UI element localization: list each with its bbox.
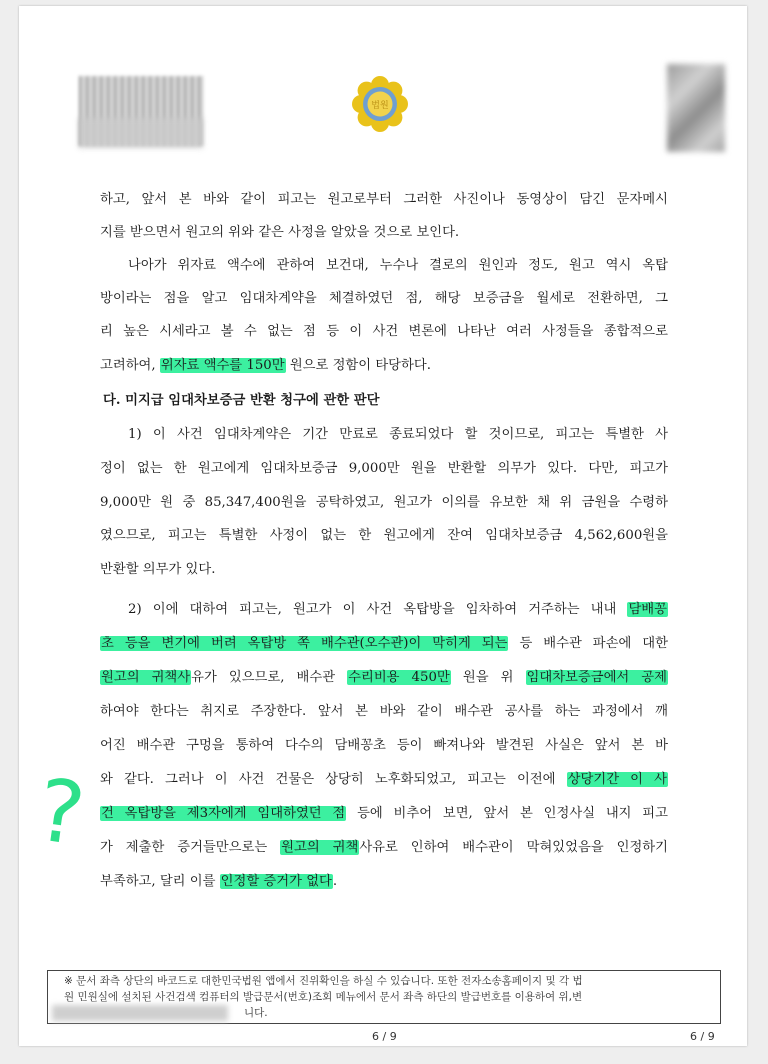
body-line	[100, 702, 668, 722]
text-segment: 사유로 인하여 배수관이 막혀있었음을 인정하기	[359, 840, 668, 855]
text-segment: 하여야 한다는 취지로 주장한다. 앞서 본 바와 같이 배수관 공사를 하는 과정에서 깨	[100, 704, 668, 719]
text-segment: .	[332, 874, 338, 889]
body-line	[100, 838, 668, 858]
emblem-label: 법원	[371, 101, 389, 111]
handwritten-question-mark: ?	[31, 760, 91, 866]
text-segment: 가 제출한 증거들만으로는	[100, 840, 281, 855]
text-segment: 방이라는 점을 알고 임대차계약을 체결하였던 점, 해당 보증금을 월세로 전환하면, 그	[100, 291, 668, 306]
body-line	[100, 770, 668, 790]
body-line	[128, 600, 668, 620]
highlighted-text: 인정할 증거가 없다	[220, 874, 332, 889]
page-number-right: 6 / 9	[690, 1030, 715, 1043]
body-line	[128, 425, 668, 445]
highlighted-text: 담배꽁	[628, 602, 667, 617]
highlighted-text: 위자료 액수를 150만	[160, 358, 285, 373]
body-line	[100, 493, 668, 513]
court-emblem-icon	[349, 68, 411, 134]
text-segment: 지를 받으면서 원고의 위와 같은 사정을 알았을 것으로 보인다.	[100, 225, 460, 240]
body-line	[100, 223, 459, 243]
page-number: 6 / 9	[372, 1030, 397, 1043]
text-segment: 원을 위	[450, 670, 526, 685]
highlighted-text: 수리비용 450만	[348, 670, 450, 685]
text-segment: 였으므로, 피고는 특별한 사정이 없는 한 원고에게 잔여 임대차보증금 4,562,600원을	[100, 528, 668, 543]
text-segment: 9,000만 원 중 85,347,400원을 공탁하였고, 원고가 이의를 유보한 채 위 금원을 수령하	[100, 495, 668, 510]
notice-line-3: 니다.	[244, 1007, 268, 1019]
highlighted-text: 상당기간 이 사	[567, 772, 668, 787]
body-line	[100, 459, 668, 479]
text-segment: 원으로 정함이 타당하다.	[285, 358, 431, 373]
authenticity-notice	[47, 970, 721, 1024]
body-line	[100, 289, 668, 309]
text-segment: 하고, 앞서 본 바와 같이 피고는 원고로부터 그러한 사진이나 동영상이 담긴 문자메시	[100, 192, 668, 207]
text-segment: 부족하고, 달리 이를	[100, 874, 220, 889]
text-segment: 정이 없는 한 원고에게 임대차보증금 9,000만 원을 반환할 의무가 있다. 다만, 피고가	[100, 461, 668, 476]
body-line	[100, 356, 431, 376]
notice-line-1: ※ 문서 좌측 상단의 바코드로 대한민국법원 앱에서 진위확인을 하실 수 있습니다. 또한 전자소송홈페이지 및 각 법	[64, 975, 583, 987]
issue-number-redacted	[52, 1005, 228, 1021]
body-line	[100, 804, 668, 824]
text-segment: 어진 배수관 구멍을 통하여 다수의 담배꽁초 등이 빠져나와 발견된 사실은 앞서 본 바	[100, 738, 668, 753]
body-line	[100, 322, 668, 342]
highlighted-text: 원고의 귀책사	[101, 670, 191, 685]
text-segment: 1) 이 사건 임대차계약은 기간 만료로 종료되었다 할 것이므로, 피고는 특별한 사	[128, 427, 668, 442]
body-line	[100, 560, 215, 580]
notice-line-2: 원 민원실에 설치된 사건검색 컴퓨터의 발급문서(번호)조회 메뉴에서 문서 좌측 하단의 발급번호를 이용하여 위,변	[64, 991, 583, 1003]
highlighted-text: 원고의 귀책	[281, 840, 359, 855]
qr-code-redacted	[667, 64, 725, 152]
text-segment: 등 배수관 파손에 대한	[508, 636, 668, 651]
text-segment: 와 같다. 그러나 이 사건 건물은 상당히 노후화되었고, 피고는 이전에	[100, 772, 567, 787]
body-line	[128, 256, 668, 276]
text-segment: 반환할 의무가 있다.	[100, 562, 216, 577]
text-segment: 유가 있으므로, 배수관	[191, 670, 348, 685]
text-segment: 등에 비추어 보면, 앞서 본 인정사실 내지 피고	[346, 806, 668, 821]
text-segment: 2) 이에 대하여 피고는, 원고가 이 사건 옥탑방을 임차하여 거주하는 내내	[128, 602, 628, 617]
text-segment: 리 높은 시세라고 볼 수 없는 점 등 이 사건 변론에 나타난 여러 사정들을 종합적으로	[100, 324, 668, 339]
text-segment: 다. 미지급 임대차보증금 반환 청구에 관한 판단	[103, 393, 380, 408]
barcode-number-redacted	[79, 118, 203, 148]
body-line	[100, 526, 668, 546]
body-line	[100, 634, 668, 654]
body-line	[100, 190, 668, 210]
highlighted-text: 초 등을 변기에 버려 옥탑방 쪽 배수관(오수관)이 막히게 되는	[101, 636, 508, 651]
section-heading	[103, 391, 379, 411]
text-segment: 고려하여,	[100, 358, 160, 373]
body-line	[100, 872, 337, 892]
body-line	[100, 668, 668, 688]
text-segment: 나아가 위자료 액수에 관하여 보건대, 누수나 결로의 원인과 정도, 원고 역시 옥탑	[128, 258, 668, 273]
highlighted-text: 임대차보증금에서 공제	[526, 670, 668, 685]
highlighted-text: 건 옥탑방을 제3자에게 임대하였던 점	[101, 806, 346, 821]
body-line	[100, 736, 668, 756]
